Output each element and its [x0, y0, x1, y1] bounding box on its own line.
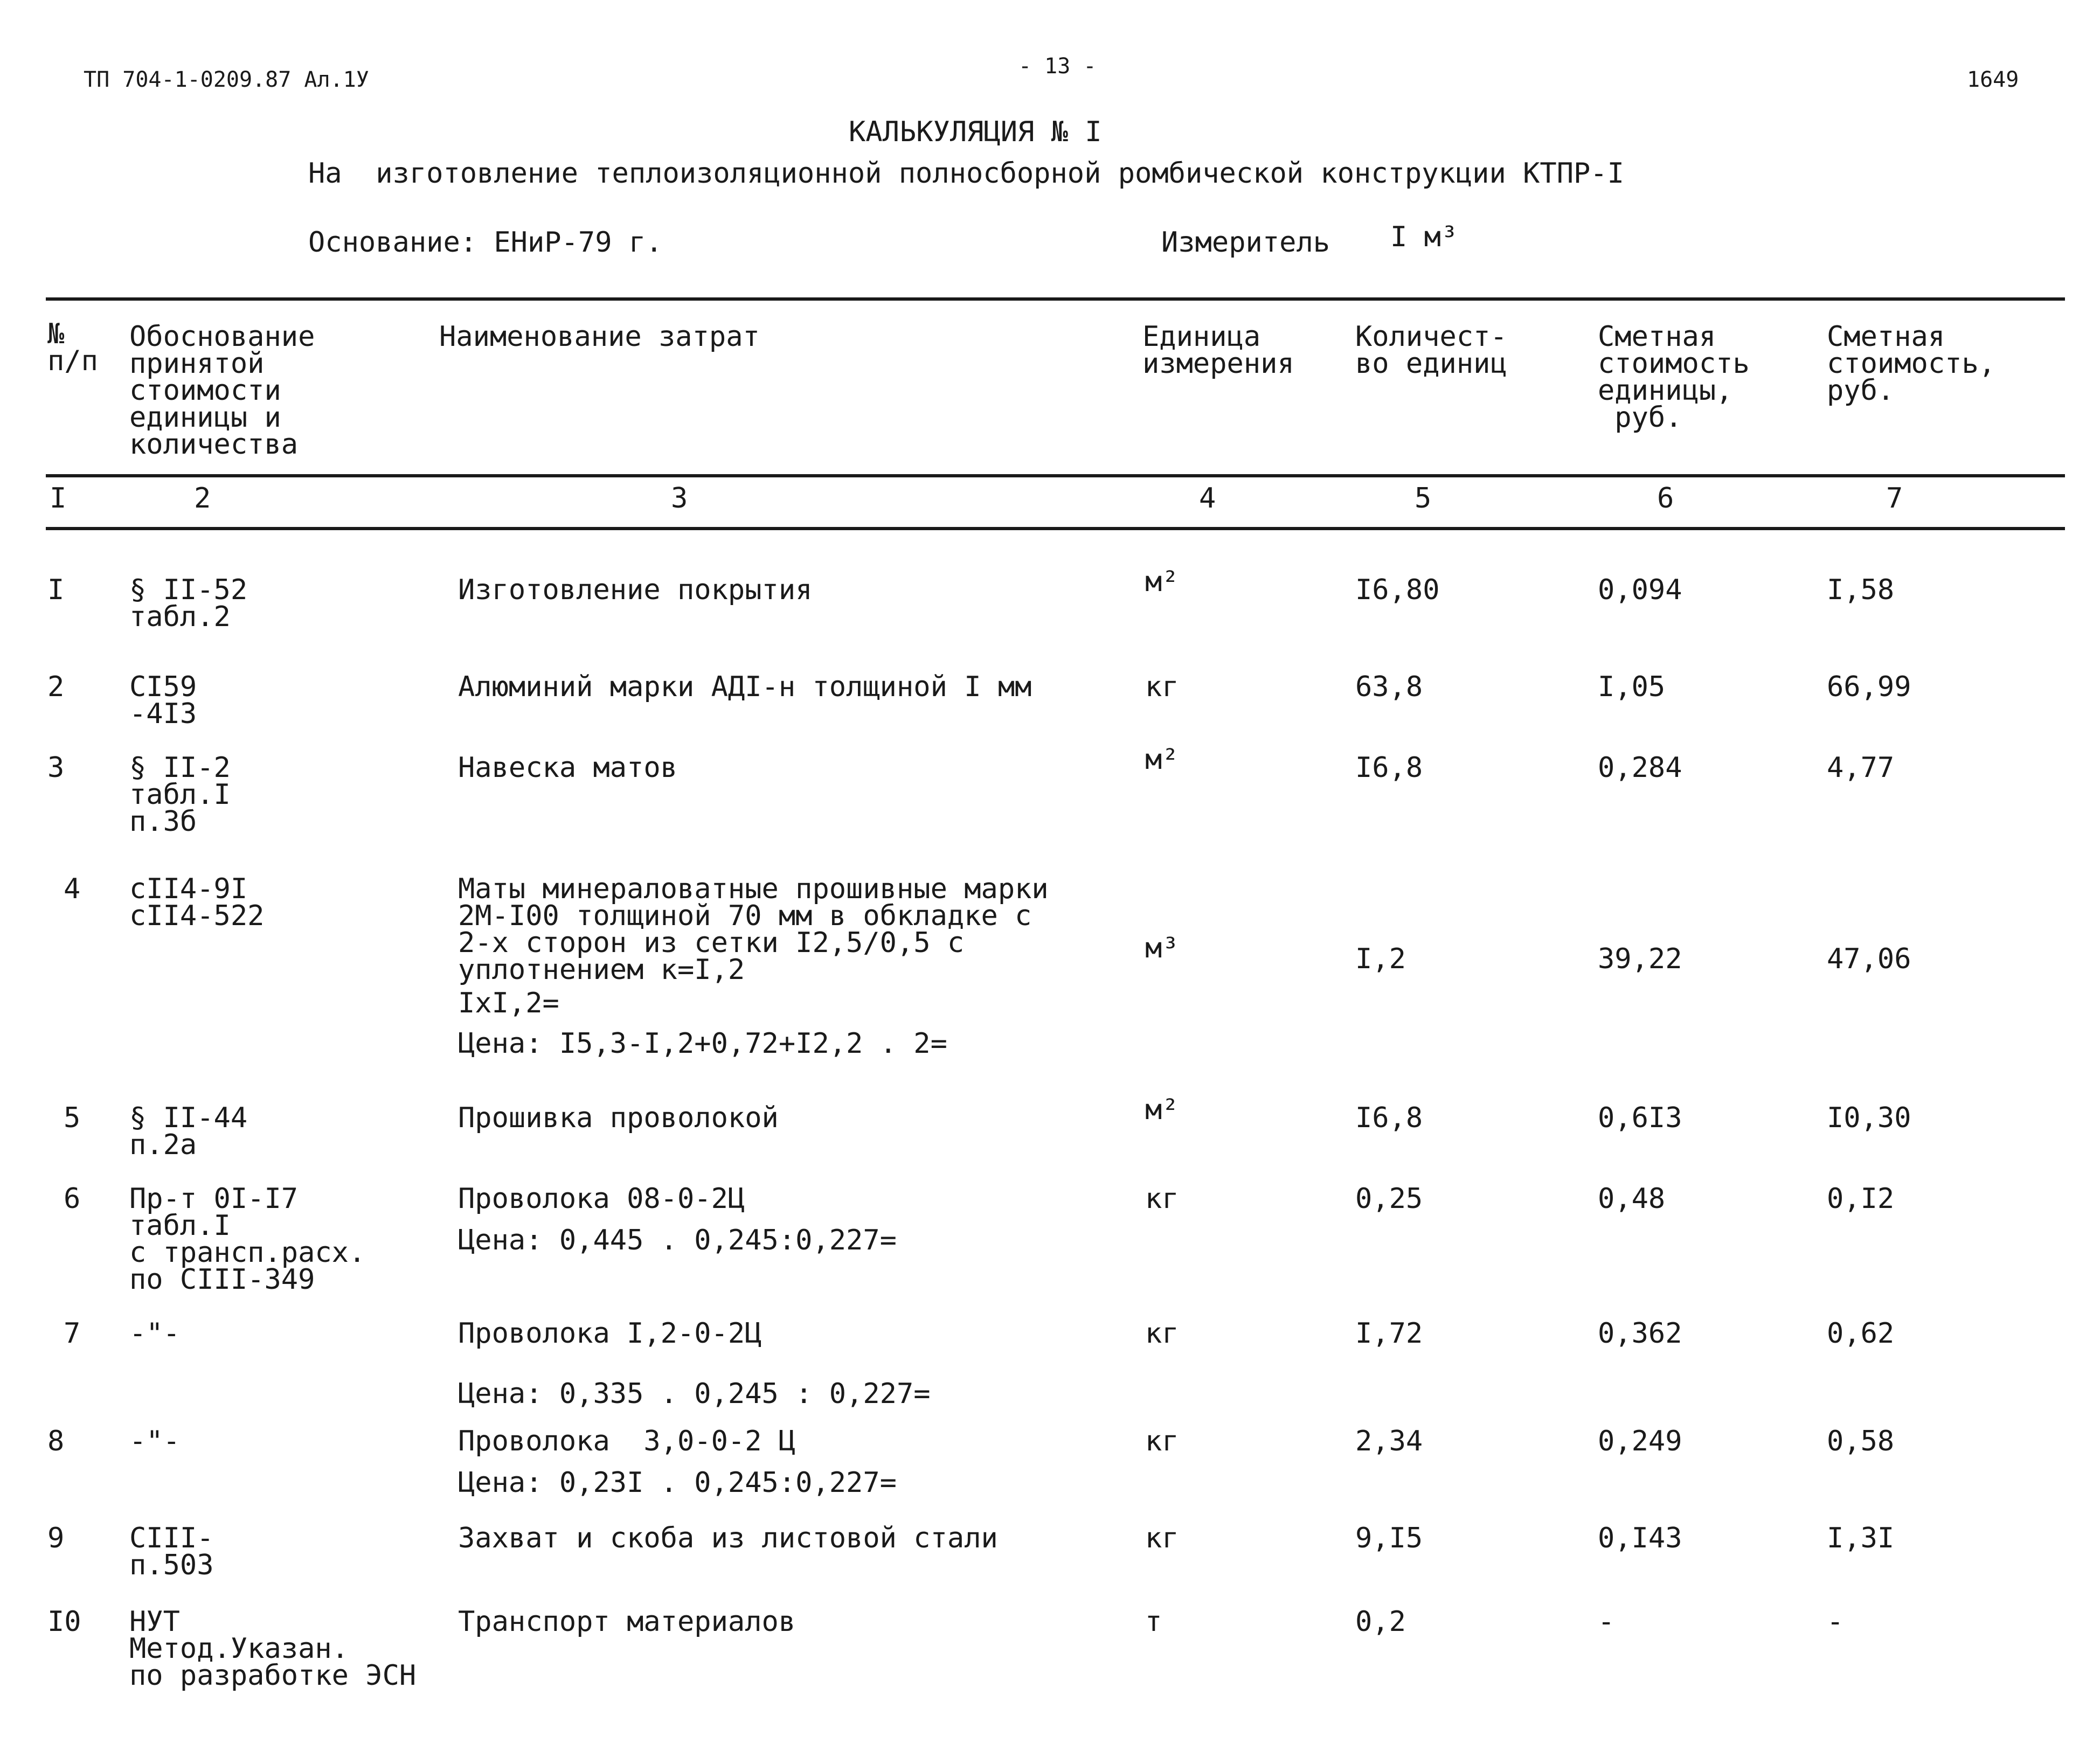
- page-number: - 13 -: [1018, 54, 1097, 79]
- col-number-1: I: [50, 482, 67, 515]
- row-quantity: I6,80: [1355, 574, 1440, 606]
- row-basis: cII4-9I cII4-522: [129, 873, 265, 932]
- document-code: ТП 704-1-0209.87 Ал.1У: [84, 67, 369, 92]
- row-quantity: 63,8: [1355, 671, 1423, 703]
- row-total: I,3I: [1827, 1522, 1895, 1554]
- row-total: 0,62: [1827, 1317, 1895, 1350]
- col-header-quantity: Количест- во единиц: [1355, 321, 1507, 380]
- row-basis: Пр-т 0I-I7 табл.I с трансп.расх. по CIII-349: [129, 1183, 366, 1296]
- row-unit: кг: [1145, 1425, 1179, 1457]
- row-basis: -"-: [129, 1317, 180, 1350]
- row-quantity: I6,8: [1355, 1102, 1423, 1134]
- row-unit-cost: 0,I43: [1598, 1522, 1682, 1554]
- row-total: I,58: [1827, 574, 1895, 606]
- row-number: I0: [47, 1606, 81, 1638]
- calculation-heading: КАЛЬКУЛЯЦИЯ № I: [849, 116, 1102, 148]
- row-total: I0,30: [1827, 1102, 1911, 1134]
- row-basis: CI59 -4I3: [129, 671, 197, 730]
- row-quantity: I,2: [1355, 943, 1406, 975]
- row-cost-name: Маты минераловатные прошивные марки 2М-I00 толщиной 70 мм в обкладке с 2-х сторон из сетки I2,5/0,5 с уплотнением к=I,2: [458, 873, 1049, 986]
- col-header-number: № п/п: [47, 318, 98, 377]
- calculation-subject: На изготовление теплоизоляционной полносборной ромбической конструкции КТПР-I: [308, 157, 1624, 190]
- measure-label: Измеритель: [1161, 226, 1330, 259]
- row-number: 3: [47, 752, 65, 784]
- row-total: -: [1827, 1606, 1844, 1638]
- row-unit-cost: 0,48: [1598, 1183, 1666, 1215]
- row-number: 6: [64, 1183, 81, 1215]
- row-unit-cost: 0,249: [1598, 1425, 1682, 1457]
- row-unit-cost: 0,362: [1598, 1317, 1682, 1350]
- row-basis: § II-52 табл.2: [129, 574, 248, 633]
- row-quantity: 0,2: [1355, 1606, 1406, 1638]
- row-cost-name: Проволока I,2-0-2Ц: [458, 1317, 762, 1350]
- col-header-unit-cost: Сметная стоимость единицы, руб.: [1598, 321, 1750, 434]
- row-number: 9: [47, 1522, 65, 1554]
- col-number-2: 2: [194, 482, 211, 515]
- row-quantity: 2,34: [1355, 1425, 1423, 1457]
- row-unit: м²: [1145, 744, 1179, 776]
- row-cost-name: Алюминий марки АДI-н толщиной I мм: [458, 671, 1032, 703]
- row-cost-name: Транспорт материалов: [458, 1606, 796, 1638]
- col-number-5: 5: [1415, 482, 1432, 515]
- col-header-unit: Единица измерения: [1142, 321, 1294, 380]
- row-cost-name: Прошивка проволокой: [458, 1102, 779, 1134]
- col-number-3: 3: [671, 482, 688, 515]
- row-basis: § II-44 п.2а: [129, 1102, 248, 1161]
- col-number-7: 7: [1886, 482, 1903, 515]
- header-bottom-rule: [46, 474, 2065, 477]
- row-cost-calculation: IxI,2= Цена: I5,3-I,2+0,72+I2,2 . 2=: [458, 987, 947, 1060]
- row-quantity: 9,I5: [1355, 1522, 1423, 1554]
- row-basis: § II-2 табл.I п.3б: [129, 752, 231, 838]
- row-unit: м³: [1145, 932, 1179, 964]
- row-unit: т: [1145, 1606, 1162, 1638]
- col-header-name: Наименование затрат: [439, 321, 760, 353]
- row-unit: кг: [1145, 671, 1179, 703]
- row-unit-cost: -: [1598, 1606, 1615, 1638]
- row-unit-cost: 0,094: [1598, 574, 1682, 606]
- table-top-rule: [46, 297, 2065, 301]
- row-total: 4,77: [1827, 752, 1895, 784]
- row-unit: кг: [1145, 1183, 1179, 1215]
- row-cost-name: Навеска матов: [458, 752, 677, 784]
- col-header-total: Сметная стоимость, руб.: [1827, 321, 1996, 407]
- row-basis: CIII- п.503: [129, 1522, 214, 1581]
- row-unit: кг: [1145, 1317, 1179, 1350]
- row-number: 5: [64, 1102, 81, 1134]
- row-quantity: I,72: [1355, 1317, 1423, 1350]
- row-cost-calculation: Цена: 0,23I . 0,245:0,227=: [458, 1467, 897, 1499]
- row-number: 8: [47, 1425, 65, 1457]
- row-cost-name: Проволока 08-0-2Ц: [458, 1183, 745, 1215]
- row-unit: м²: [1145, 1094, 1179, 1126]
- row-quantity: I6,8: [1355, 752, 1423, 784]
- row-unit-cost: 0,284: [1598, 752, 1682, 784]
- row-unit: м²: [1145, 566, 1179, 598]
- col-number-4: 4: [1199, 482, 1216, 515]
- col-number-6: 6: [1657, 482, 1674, 515]
- row-unit-cost: 0,6I3: [1598, 1102, 1682, 1134]
- sheet-number: 1649: [1967, 67, 2019, 92]
- basis-label: Основание: ЕНиР-79 г.: [308, 226, 663, 259]
- col-header-basis: Обоснование принятой стоимости единицы и количества: [129, 321, 315, 461]
- row-cost-name: Захват и скоба из листовой стали: [458, 1522, 998, 1554]
- row-cost-calculation: Цена: 0,445 . 0,245:0,227=: [458, 1224, 897, 1256]
- row-number: 2: [47, 671, 65, 703]
- row-number: 4: [64, 873, 81, 905]
- row-unit: кг: [1145, 1522, 1179, 1554]
- row-cost-name: Проволока 3,0-0-2 Ц: [458, 1425, 796, 1457]
- row-basis: НУТ Метод.Указан. по разработке ЭСН: [129, 1606, 417, 1692]
- row-number: 7: [64, 1317, 81, 1350]
- row-basis: -"-: [129, 1425, 180, 1457]
- row-unit-cost: 39,22: [1598, 943, 1682, 975]
- row-total: 0,I2: [1827, 1183, 1895, 1215]
- row-cost-name: Изготовление покрытия: [458, 574, 813, 606]
- row-quantity: 0,25: [1355, 1183, 1423, 1215]
- row-unit-cost: I,05: [1598, 671, 1666, 703]
- row-total: 0,58: [1827, 1425, 1895, 1457]
- row-total: 47,06: [1827, 943, 1911, 975]
- measure-value: I м³: [1390, 221, 1458, 253]
- column-numbers-rule: [46, 527, 2065, 530]
- row-number: I: [47, 574, 65, 606]
- row-total: 66,99: [1827, 671, 1911, 703]
- row-cost-calculation: Цена: 0,335 . 0,245 : 0,227=: [458, 1378, 931, 1410]
